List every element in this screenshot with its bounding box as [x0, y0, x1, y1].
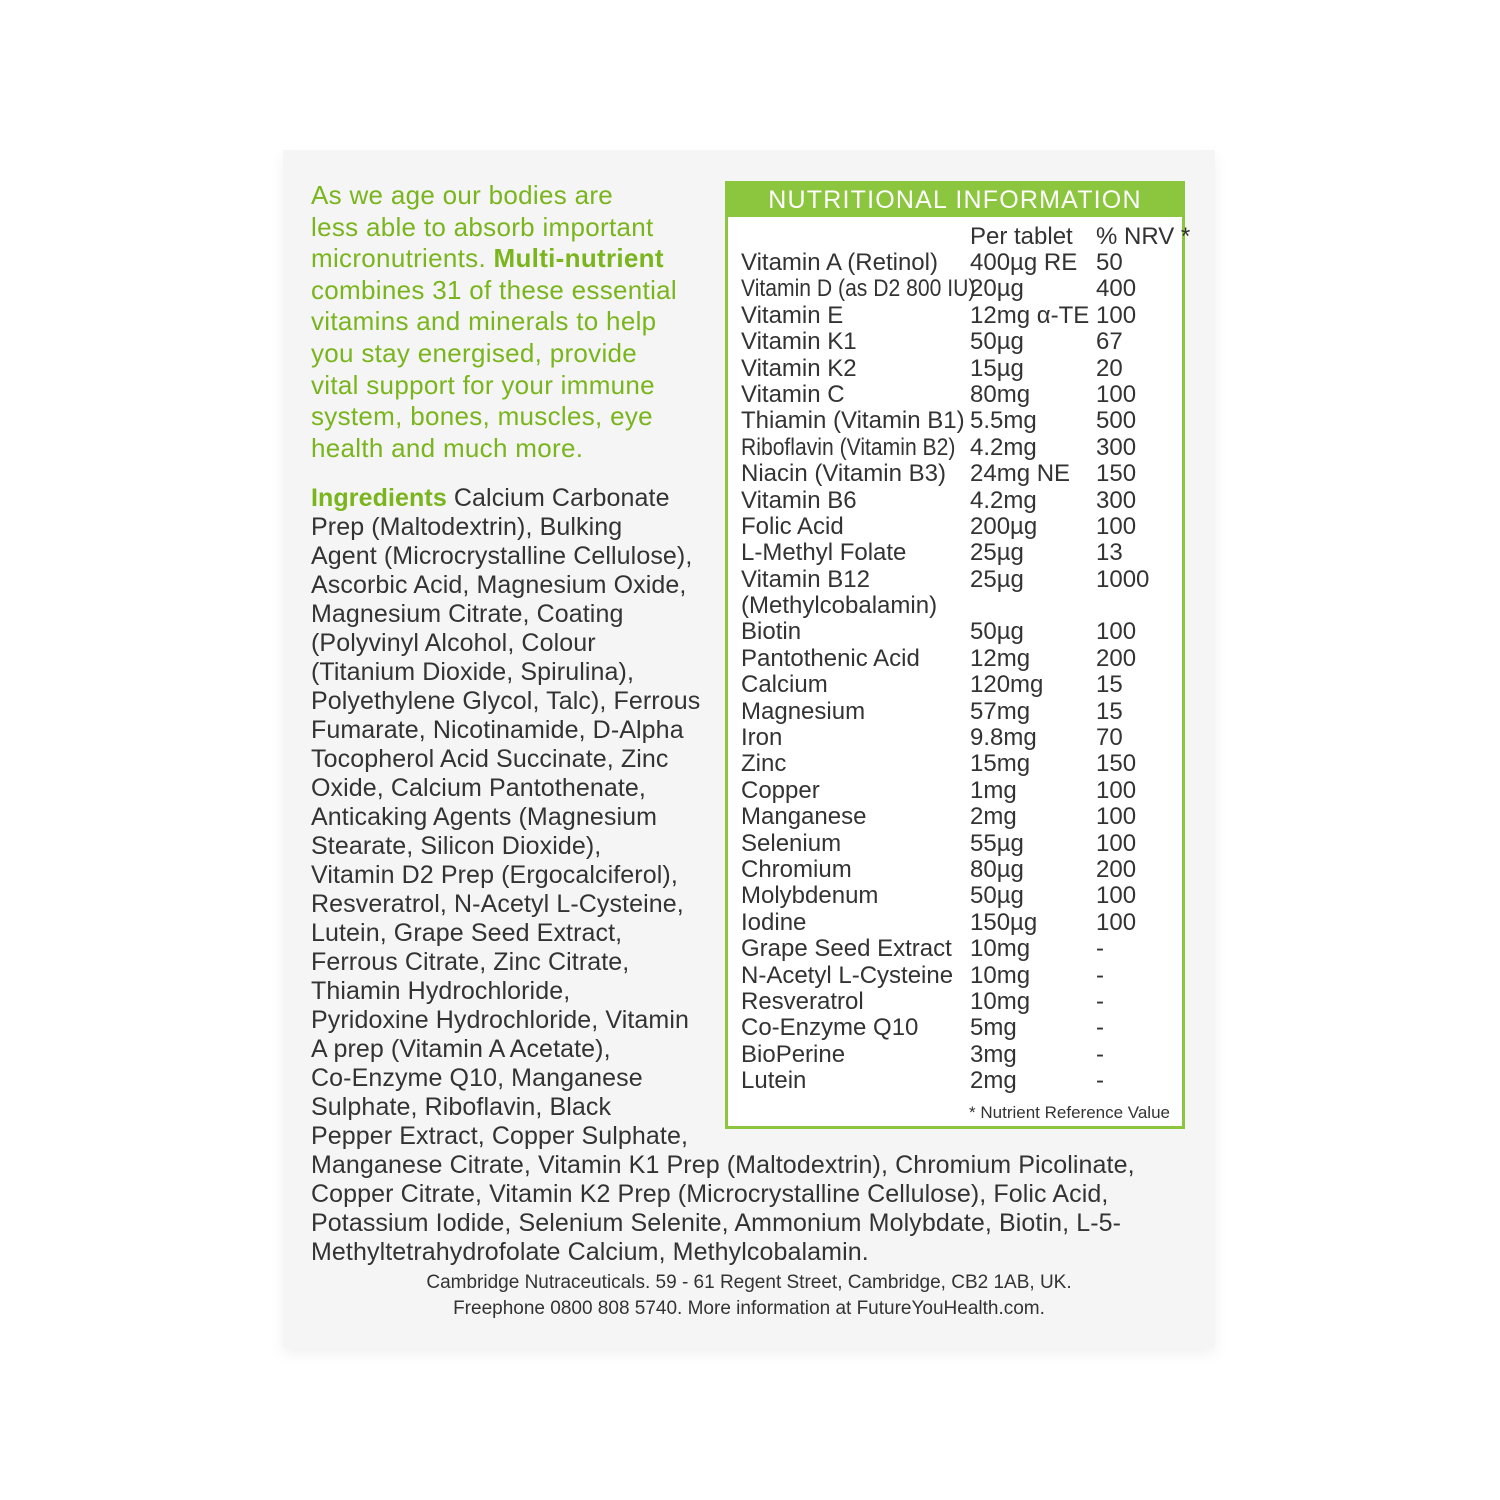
nutrient-name: Vitamin K1: [741, 328, 857, 356]
nutrient-amount: 10mg: [970, 935, 1031, 963]
nutrient-nrv: 15: [1096, 697, 1123, 725]
nutrient-amount: 3mg: [970, 1040, 1017, 1068]
nutrient-nrv: -: [1096, 935, 1104, 963]
nutrient-name: Vitamin B6: [741, 486, 857, 514]
ingredients-line: Copper Citrate, Vitamin K2 Prep (Microcrystalline Cellulose), Folic Acid,: [311, 1180, 1109, 1208]
company-address: Cambridge Nutraceuticals. 59 - 61 Regent Street, Cambridge, CB2 1AB, UK.: [426, 1272, 1072, 1293]
nutrient-name: Pantothenic Acid: [741, 644, 920, 672]
ingredients-line: Sulphate, Riboflavin, Black: [311, 1093, 612, 1121]
nutrient-amount: 120mg: [970, 671, 1044, 699]
ingredients-line: Anticaking Agents (Magnesium: [311, 803, 658, 831]
intro-line: As we age our bodies are: [311, 180, 614, 210]
intro-line: health and much more.: [311, 432, 584, 463]
nutrient-amount: 5.5mg: [970, 407, 1037, 435]
ingredients-line: Resveratrol, N-Acetyl L-Cysteine,: [311, 890, 684, 918]
nutrition-row: [741, 804, 1181, 830]
nutrient-nrv: 100: [1096, 908, 1137, 936]
nutrient-nrv: 50: [1096, 249, 1123, 276]
nutrient-nrv: 150: [1096, 460, 1137, 488]
nutrition-row: [741, 699, 1181, 725]
intro-line: micronutrients. Multi-nutrient: [311, 243, 664, 274]
nutrient-name: Thiamin (Vitamin B1): [741, 407, 965, 435]
ingredients-line: (Polyvinyl Alcohol, Colour: [311, 629, 596, 657]
nutrition-row: [741, 1068, 1181, 1094]
nutrient-name: Vitamin D (as D2 800 IU): [741, 275, 976, 303]
nutrition-row: [741, 329, 1181, 355]
nutrient-amount: 80mg: [970, 380, 1031, 408]
nutrient-amount: 200µg: [970, 512, 1038, 540]
ingredients-line: Oxide, Calcium Pantothenate,: [311, 774, 646, 802]
nutrient-amount: 24mg NE: [970, 460, 1071, 488]
nutrient-amount: 400µg RE: [970, 249, 1078, 276]
nutrient-nrv: 300: [1096, 433, 1137, 461]
nutrient-name: Iodine: [741, 908, 807, 936]
nutrition-row: [741, 963, 1181, 989]
nutrient-name: Magnesium: [741, 697, 866, 725]
nutrient-nrv: 100: [1096, 803, 1137, 831]
nutrition-table-header: [741, 223, 1191, 250]
nutrient-nrv: -: [1096, 1014, 1104, 1042]
nutrient-amount: 4.2mg: [970, 486, 1037, 514]
intro-line: vitamins and minerals to help: [311, 306, 657, 337]
nutrient-name: Manganese: [741, 803, 867, 831]
ingredients-line: Polyethylene Glycol, Talc), Ferrous: [311, 687, 701, 715]
column-nrv: % NRV *: [1096, 223, 1191, 250]
nutrient-name: Vitamin A (Retinol): [741, 249, 938, 276]
ingredients-line: Vitamin D2 Prep (Ergocalciferol),: [311, 861, 678, 889]
nutrient-amount: 25µg: [970, 539, 1024, 567]
ingredients-line: Pepper Extract, Copper Sulphate,: [311, 1122, 689, 1150]
nutrient-nrv: 150: [1096, 750, 1137, 778]
nutrient-name: (Methylcobalamin): [741, 592, 938, 620]
nutrient-name: N-Acetyl L-Cysteine: [741, 961, 954, 989]
nutrient-name: Vitamin K2: [741, 354, 857, 382]
nutrient-nrv: 15: [1096, 671, 1123, 699]
nutrient-nrv: -: [1096, 961, 1104, 989]
nutrition-table: [741, 223, 1191, 1095]
nutrition-row: [741, 936, 1181, 962]
nutrition-row: [741, 725, 1181, 751]
nutrient-nrv: -: [1096, 1067, 1104, 1095]
nutrient-amount: 9.8mg: [970, 724, 1037, 752]
ingredients-line: Prep (Maltodextrin), Bulking: [311, 513, 623, 541]
ingredients-line: Pyridoxine Hydrochloride, Vitamin: [311, 1006, 690, 1034]
nutrition-row: [741, 778, 1181, 804]
nutrient-nrv: 1000: [1096, 565, 1150, 593]
nutrient-name: BioPerine: [741, 1040, 846, 1068]
nutrient-nrv: 500: [1096, 407, 1137, 435]
nutrient-name: Biotin: [741, 618, 802, 646]
ingredients-line: Ascorbic Acid, Magnesium Oxide,: [311, 571, 687, 599]
nutrient-amount: 4.2mg: [970, 433, 1037, 461]
nutrient-amount: 15µg: [970, 354, 1024, 382]
nutrition-row: [741, 989, 1181, 1015]
ingredients-line: A prep (Vitamin A Acetate),: [311, 1035, 611, 1063]
intro-line: vital support for your immune: [311, 369, 655, 400]
nutrient-amount: 2mg: [970, 1067, 1017, 1095]
nutrition-row: [741, 646, 1181, 672]
nutrition-row: [741, 857, 1181, 883]
company-info: [283, 1270, 1215, 1322]
ingredients-line: Ingredients Calcium Carbonate: [311, 484, 670, 512]
nutrient-nrv: 20: [1096, 354, 1123, 382]
nutrition-row: [741, 1042, 1181, 1068]
nutrition-row: [741, 831, 1181, 857]
nutrition-row: [741, 488, 1181, 514]
nutrient-amount: 50µg: [970, 618, 1024, 646]
nutrient-nrv: 200: [1096, 855, 1137, 883]
nutrient-name: Molybdenum: [741, 882, 879, 910]
intro-line: system, bones, muscles, eye: [311, 401, 653, 432]
nutrient-nrv: 67: [1096, 328, 1123, 356]
nutrient-nrv: 100: [1096, 512, 1137, 540]
nutrient-nrv: 70: [1096, 724, 1123, 752]
intro-line: you stay energised, provide: [311, 337, 638, 368]
nutrition-row: [741, 540, 1181, 566]
nutrient-nrv: 200: [1096, 644, 1137, 672]
nutrient-nrv: 100: [1096, 776, 1137, 804]
nutrition-row: [741, 356, 1181, 382]
nutrient-name: Vitamin E: [741, 301, 844, 329]
nutrient-nrv: 100: [1096, 301, 1137, 329]
nutrition-row: [741, 619, 1181, 645]
column-per-tablet: Per tablet: [970, 223, 1073, 250]
ingredients-line: Manganese Citrate, Vitamin K1 Prep (Maltodextrin), Chromium Picolinate,: [311, 1151, 1135, 1179]
ingredients-line: (Titanium Dioxide, Spirulina),: [311, 658, 635, 686]
nutrient-amount: 50µg: [970, 328, 1024, 356]
nutrient-amount: 12mg α-TE: [970, 301, 1090, 329]
ingredients-line: Potassium Iodide, Selenium Selenite, Ammonium Molybdate, Biotin, L-5-: [311, 1209, 1122, 1237]
nutrient-amount: 15mg: [970, 750, 1031, 778]
nutrition-row: [741, 1015, 1181, 1041]
ingredients-line: Lutein, Grape Seed Extract,: [311, 919, 623, 947]
nutrient-name: Iron: [741, 724, 783, 752]
nutrient-nrv: -: [1096, 987, 1104, 1015]
nutrient-nrv: -: [1096, 1040, 1104, 1068]
nutrient-nrv: 100: [1096, 882, 1137, 910]
company-contact: Freephone 0800 808 5740. More information at FutureYouHealth.com.: [453, 1298, 1045, 1319]
nutritional-information-box: [725, 181, 1191, 1129]
nutrient-name: Lutein: [741, 1067, 807, 1095]
nutrient-amount: 57mg: [970, 697, 1031, 725]
nutrient-nrv: 100: [1096, 380, 1137, 408]
nutrient-name: Selenium: [741, 829, 842, 857]
nutrient-amount: 5mg: [970, 1014, 1017, 1042]
nutrient-amount: 50µg: [970, 882, 1024, 910]
ingredients-line: Agent (Microcrystalline Cellulose),: [311, 542, 693, 570]
nutrient-nrv: 100: [1096, 618, 1137, 646]
nutrient-name: Vitamin B12: [741, 565, 870, 593]
nutrition-row: [741, 672, 1181, 698]
nutrient-name: Resveratrol: [741, 987, 864, 1015]
nutrition-row: [741, 593, 1181, 619]
ingredients-line: Ferrous Citrate, Zinc Citrate,: [311, 948, 630, 976]
nrv-footnote: * Nutrient Reference Value: [969, 1103, 1170, 1122]
intro-line: less able to absorb important: [311, 211, 654, 242]
ingredients-line: Thiamin Hydrochloride,: [311, 977, 571, 1005]
ingredients-line: Co-Enzyme Q10, Manganese: [311, 1064, 643, 1092]
nutrient-nrv: 13: [1096, 539, 1123, 567]
nutrient-name: Chromium: [741, 855, 852, 883]
nutrition-row: [741, 408, 1181, 434]
nutrient-name: Grape Seed Extract: [741, 935, 952, 963]
nutrient-nrv: 400: [1096, 275, 1137, 303]
nutrient-amount: 80µg: [970, 855, 1024, 883]
intro-highlight: Multi-nutrient: [493, 243, 664, 274]
ingredients-line: Tocopherol Acid Succinate, Zinc: [311, 745, 669, 773]
intro-text: [311, 180, 721, 464]
nutrient-amount: 10mg: [970, 987, 1031, 1015]
nutrition-row: [741, 751, 1181, 777]
nutrient-amount: 55µg: [970, 829, 1024, 857]
nutrient-nrv: 300: [1096, 486, 1137, 514]
nutrient-amount: 12mg: [970, 644, 1031, 672]
nutrition-row: [741, 382, 1181, 408]
nutrient-nrv: 100: [1096, 829, 1137, 857]
intro-line: combines 31 of these essential: [311, 274, 677, 305]
nutrient-amount: 10mg: [970, 961, 1031, 989]
nutrition-row: [741, 250, 1181, 276]
nutrition-row: [741, 514, 1181, 540]
nutrition-row: [741, 435, 1181, 461]
nutrient-name: L-Methyl Folate: [741, 539, 907, 567]
nutrient-amount: 1mg: [970, 776, 1017, 804]
ingredients-line: Stearate, Silicon Dioxide),: [311, 832, 602, 860]
nutrition-row: [741, 883, 1181, 909]
nutrient-amount: 20µg: [970, 275, 1024, 303]
nutrition-row: [741, 303, 1181, 329]
nutrition-row: [741, 910, 1181, 936]
nutrient-name: Riboflavin (Vitamin B2): [741, 433, 956, 461]
nutrition-row: [741, 276, 1181, 302]
ingredients-line: Methyltetrahydrofolate Calcium, Methylcobalamin.: [311, 1238, 869, 1266]
nutrition-row: [741, 567, 1181, 593]
nutrient-name: Co-Enzyme Q10: [741, 1014, 919, 1042]
nutrition-row: [741, 461, 1181, 487]
nutrient-amount: 2mg: [970, 803, 1017, 831]
ingredients-line: Magnesium Citrate, Coating: [311, 600, 624, 628]
nutrient-name: Folic Acid: [741, 512, 844, 540]
nutrient-name: Zinc: [741, 750, 787, 778]
nutrient-name: Niacin (Vitamin B3): [741, 460, 946, 488]
nutrient-amount: 150µg: [970, 908, 1038, 936]
nutritional-information-header: NUTRITIONAL INFORMATION: [728, 184, 1182, 217]
nutrient-name: Vitamin C: [741, 380, 845, 408]
nutrient-amount: 25µg: [970, 565, 1024, 593]
nutrient-name: Calcium: [741, 671, 828, 699]
ingredients-line: Fumarate, Nicotinamide, D-Alpha: [311, 716, 684, 744]
nutrient-name: Copper: [741, 776, 820, 804]
ingredients-title: Ingredients: [311, 484, 447, 512]
